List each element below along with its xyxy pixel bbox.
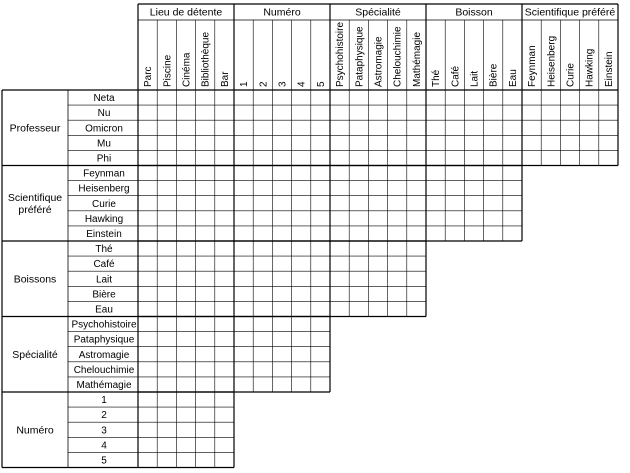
column-item-label: Feynman: [527, 45, 539, 87]
row-item-label: Lait: [95, 274, 113, 286]
column-item-label: Bar: [219, 71, 231, 87]
row-item-label: 1: [101, 395, 107, 407]
row-item-label: Nu: [97, 108, 111, 120]
column-item-label: Pataphysique: [354, 26, 366, 87]
column-group-title: Lieu de détente: [149, 6, 223, 19]
column-item-label: Parc: [143, 66, 155, 87]
column-item-label: 3: [277, 81, 289, 87]
column-item-label: Bière: [488, 63, 500, 87]
row-item-label: Thé: [95, 244, 113, 256]
column-item-label: Heisenberg: [546, 35, 558, 87]
column-item-label: Curie: [565, 63, 577, 87]
column-item-label: Lait: [469, 70, 481, 87]
column-item-label: 5: [315, 81, 327, 87]
row-item-label: Café: [93, 259, 115, 271]
row-group-title: Spécialité: [12, 348, 58, 361]
row-item-label: Heisenberg: [78, 183, 130, 195]
row-group-title: Boissons: [13, 273, 57, 286]
row-item-label: Feynman: [83, 168, 125, 180]
row-group-title: Professeur: [9, 122, 61, 135]
column-group-title: Spécialité: [355, 6, 401, 19]
row-item-label: 4: [101, 440, 107, 452]
column-group-title: Boisson: [455, 6, 493, 19]
column-item-label: Thé: [431, 69, 443, 87]
row-item-label: 3: [101, 425, 107, 437]
row-item-label: Curie: [92, 198, 116, 210]
row-item-label: Pataphysique: [73, 334, 135, 346]
column-item-label: Café: [450, 65, 462, 87]
column-item-label: Hawking: [584, 48, 596, 87]
column-item-label: Eau: [507, 69, 519, 87]
row-item-label: Eau: [95, 304, 113, 316]
column-item-label: Cinéma: [181, 52, 193, 87]
row-item-label: Phi: [96, 153, 112, 165]
row-item-label: 2: [101, 410, 107, 422]
row-item-label: Neta: [93, 93, 115, 105]
row-item-label: Hawking: [84, 213, 124, 225]
row-item-label: Bière: [92, 289, 116, 301]
row-item-label: Astromagie: [78, 349, 130, 361]
column-item-label: 2: [258, 81, 270, 87]
row-item-label: Einstein: [86, 228, 122, 240]
column-item-label: Psychohistoire: [335, 21, 347, 87]
row-item-label: Chelouchimie: [73, 364, 135, 376]
row-item-label: Mathémagie: [76, 379, 132, 391]
column-group-title: Scientifique préféré: [524, 6, 616, 19]
column-group-title: Numéro: [263, 6, 301, 19]
row-group-title: Numéro: [16, 424, 54, 437]
row-item-label: 5: [101, 455, 107, 467]
column-item-label: Piscine: [162, 54, 174, 87]
column-item-label: Bibliothèque: [200, 31, 212, 87]
column-item-label: Astromagie: [373, 36, 385, 87]
column-item-label: Einstein: [603, 51, 615, 87]
row-group-title: préféré: [18, 203, 52, 216]
row-item-label: Psychohistoire: [71, 319, 137, 331]
row-group-title: Scientifique: [7, 191, 63, 204]
column-item-label: 1: [239, 81, 251, 87]
row-item-label: Omicron: [85, 123, 123, 135]
column-item-label: Chelouchimie: [392, 26, 404, 87]
column-item-label: 4: [296, 81, 308, 87]
column-item-label: Mathémagie: [411, 31, 423, 87]
row-item-label: Mu: [97, 138, 111, 150]
